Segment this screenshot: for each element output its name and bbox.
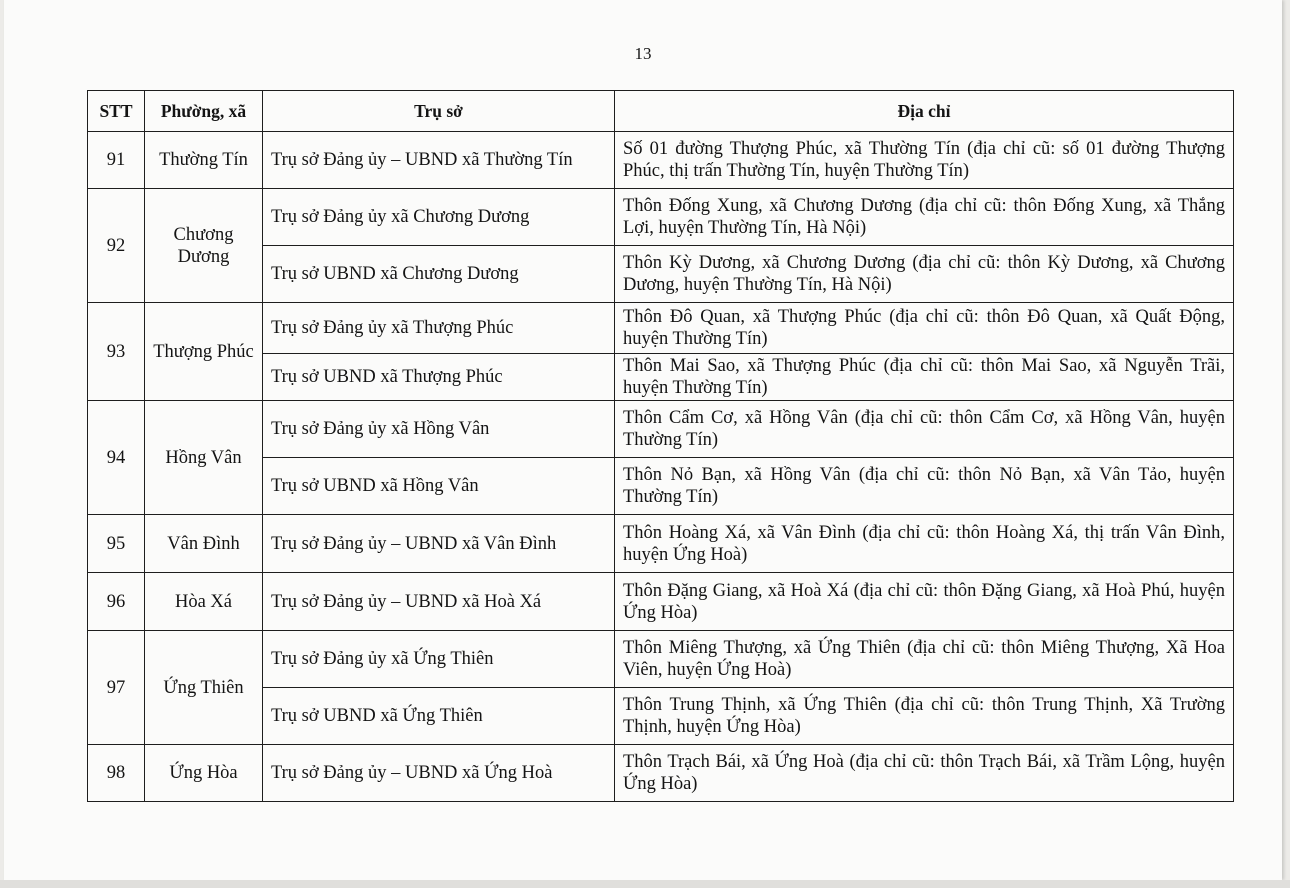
table-row (88, 745, 1234, 802)
row-office: Trụ sở Đảng ủy xã Hồng Vân (263, 401, 615, 458)
row-ward: Thường Tín (145, 132, 263, 189)
table-header-row (88, 91, 1234, 132)
row-address: Thôn Đống Xung, xã Chương Dương (địa chỉ cũ: thôn Đống Xung, xã Thắng Lợi, huyện Thường Tín, Hà Nội) (615, 189, 1234, 246)
row-address: Thôn Đô Quan, xã Thượng Phúc (địa chỉ cũ: thôn Đô Quan, xã Quất Động, huyện Thường Tín) (615, 303, 1234, 354)
row-office: Trụ sở Đảng ủy – UBND xã Ứng Hoà (263, 745, 615, 802)
row-office: Trụ sở UBND xã Ứng Thiên (263, 688, 615, 745)
row-stt: 97 (88, 631, 145, 745)
header-address: Địa chỉ (615, 91, 1234, 132)
row-office: Trụ sở UBND xã Chương Dương (263, 246, 615, 303)
row-office: Trụ sở UBND xã Hồng Vân (263, 458, 615, 515)
row-ward: Thượng Phúc (145, 303, 263, 401)
row-address: Số 01 đường Thượng Phúc, xã Thường Tín (địa chỉ cũ: số 01 đường Thượng Phúc, thị trấn Thường Tín, huyện Thường Tín) (615, 132, 1234, 189)
office-address-table (87, 90, 1234, 802)
row-ward: Hòa Xá (145, 573, 263, 631)
table-row (88, 189, 1234, 246)
row-stt: 93 (88, 303, 145, 401)
row-address: Thôn Nỏ Bạn, xã Hồng Vân (địa chỉ cũ: thôn Nỏ Bạn, xã Vân Tảo, huyện Thường Tín) (615, 458, 1234, 515)
row-stt: 94 (88, 401, 145, 515)
table-row (88, 132, 1234, 189)
table-row (88, 515, 1234, 573)
row-office: Trụ sở Đảng ủy xã Thượng Phúc (263, 303, 615, 354)
row-office: Trụ sở Đảng ủy – UBND xã Vân Đình (263, 515, 615, 573)
row-address: Thôn Hoàng Xá, xã Vân Đình (địa chỉ cũ: thôn Hoàng Xá, thị trấn Vân Đình, huyện Ứng Hoà) (615, 515, 1234, 573)
row-stt: 98 (88, 745, 145, 802)
row-address: Thôn Trạch Bái, xã Ứng Hoà (địa chỉ cũ: thôn Trạch Bái, xã Trầm Lộng, huyện Ứng Hòa) (615, 745, 1234, 802)
row-office: Trụ sở Đảng ủy – UBND xã Hoà Xá (263, 573, 615, 631)
row-ward: Vân Đình (145, 515, 263, 573)
row-address: Thôn Đặng Giang, xã Hoà Xá (địa chỉ cũ: thôn Đặng Giang, xã Hoà Phú, huyện Ứng Hòa) (615, 573, 1234, 631)
row-office: Trụ sở Đảng ủy xã Chương Dương (263, 189, 615, 246)
document-page (4, 0, 1282, 880)
row-stt: 91 (88, 132, 145, 189)
row-address: Thôn Kỳ Dương, xã Chương Dương (địa chỉ cũ: thôn Kỳ Dương, xã Chương Dương, huyện Thường Tín, Hà Nội) (615, 246, 1234, 303)
row-office: Trụ sở UBND xã Thượng Phúc (263, 354, 615, 401)
row-office: Trụ sở Đảng ủy xã Ứng Thiên (263, 631, 615, 688)
header-stt: STT (88, 91, 145, 132)
row-address: Thôn Cẩm Cơ, xã Hồng Vân (địa chỉ cũ: thôn Cẩm Cơ, xã Hồng Vân, huyện Thường Tín) (615, 401, 1234, 458)
table-row (88, 631, 1234, 688)
row-ward: Ứng Hòa (145, 745, 263, 802)
page-number: 13 (634, 44, 652, 63)
row-ward: Hồng Vân (145, 401, 263, 515)
row-address: Thôn Trung Thịnh, xã Ứng Thiên (địa chỉ cũ: thôn Trung Thịnh, Xã Trường Thịnh, huyện Ứng Hòa) (615, 688, 1234, 745)
table-row (88, 573, 1234, 631)
table-row (88, 401, 1234, 458)
row-ward: Ứng Thiên (145, 631, 263, 745)
row-stt: 96 (88, 573, 145, 631)
header-ward: Phường, xã (145, 91, 263, 132)
row-address: Thôn Miêng Thượng, xã Ứng Thiên (địa chỉ cũ: thôn Miêng Thượng, Xã Hoa Viên, huyện Ứng Hoà) (615, 631, 1234, 688)
header-office: Trụ sở (263, 91, 615, 132)
row-ward: Chương Dương (145, 189, 263, 303)
row-address: Thôn Mai Sao, xã Thượng Phúc (địa chỉ cũ: thôn Mai Sao, xã Nguyễn Trãi, huyện Thường Tín) (615, 354, 1234, 401)
row-office: Trụ sở Đảng ủy – UBND xã Thường Tín (263, 132, 615, 189)
row-stt: 92 (88, 189, 145, 303)
table-row (88, 303, 1234, 354)
scan-bottom-edge (0, 880, 1290, 888)
row-stt: 95 (88, 515, 145, 573)
